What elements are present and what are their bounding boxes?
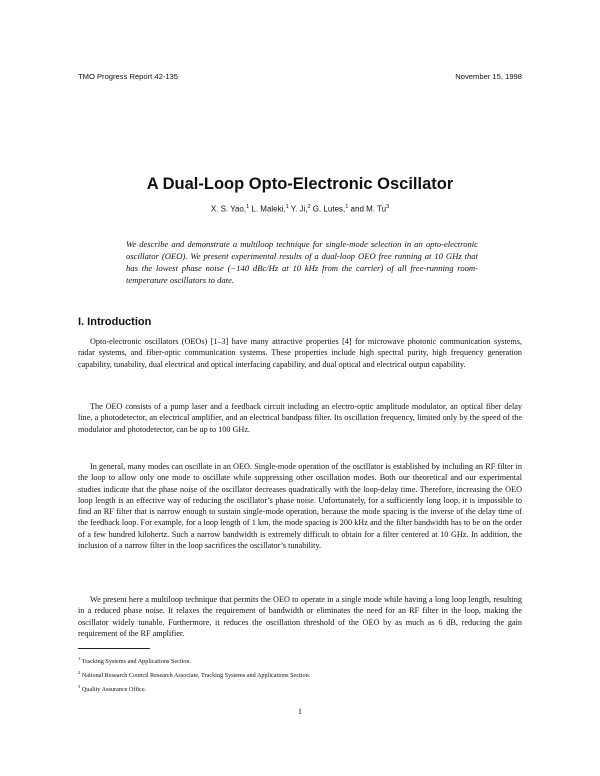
footnote [78,684,146,693]
footnote-mark: 2 [78,670,81,675]
footnote-mark: 3 [78,684,81,689]
affiliation-mark: 1 [345,204,349,210]
author-name: G. Lutes, [310,204,346,214]
section-heading: I. Introduction [78,316,152,328]
author-name: Y. Ji, [288,204,308,214]
affiliation-mark: 2 [307,204,311,210]
report-id: TMO Progress Report 42-135 [78,72,179,81]
footnote-text: National Research Council Research Associate, Tracking Systems and Applications Section. [81,672,311,680]
affiliation-mark: 1 [246,204,250,210]
footnote-mark: 1 [78,656,81,661]
paragraph: We present here a multiloop technique that permits the OEO to operate in a single mode while having a long loop length, resulting in a reduced phase noise. It relaxes the requirement of bandwidth or eliminates the need for an RF filter in the loop, making the oscillator widely tunable. Furthermore, it reduces the oscillation threshold of the OEO by as much as 6 dB, reducing the gain requirement of the RF amplifier. [78,595,522,638]
report-date: November 15, 1998 [455,72,522,81]
author-name: and M. Tu [348,204,387,214]
affiliation-mark: 3 [386,204,390,210]
author-list [0,204,600,214]
paragraph: The OEO consists of a pump laser and a feedback circuit including an electro-optic amplitude modulator, an optical fiber delay line, a photodetector, an electrical amplifier, and an electrical bandpass filter. Its oscillation frequency, limited only by the speed of the modulator and photodetector, can be up to 100 GHz. [78,402,522,434]
page-number: 1 [298,707,302,716]
affiliation-mark: 1 [285,204,289,210]
paragraph: Opto-electronic oscillators (OEOs) [1–3] have many attractive properties [4] for microwave photonic communication systems, radar systems, and fiber-optic communication systems. These properties include high spectral purity, high frequency generation capability, tunability, dual electrical and optical interfacing capability, and dual optical and electrical output capability. [78,337,522,369]
abstract: We describe and demonstrate a multiloop technique for single-mode selection in an opto-electronic oscillator (OEO). We present experimental results of a dual-loop OEO free running at 10 GHz that has the lowest phase noise (−140 dBc/Hz at 10 kHz from the carrier) of all free-running room-temperature oscillators to date. [126,239,478,286]
footnote-text: Quality Assurance Office. [81,686,147,694]
author-name: X. S. Yao, [210,204,247,214]
footnote [78,670,310,679]
footnote-text: Tracking Systems and Applications Section. [81,658,191,666]
paper-title: A Dual-Loop Opto-Electronic Oscillator [146,175,454,193]
footnote [78,656,191,665]
paragraph: In general, many modes can oscillate in an OEO. Single-mode operation of the oscillator is established by including an RF filter in the loop to allow only one mode to oscillate while suppressing other oscillation modes. Both our theoretical and our experimental studies indicate that the phase noise of the oscillator decreases quadratically with the loop-delay time. Therefore, increasing the OEO loop length is an effective way of reducing the oscillator’s phase noise. Unfortunately, for a sufficiently long loop, it is impossible to find an RF filter that is narrow enough to sustain single-mode operation, because the mode spacing is the inverse of the delay time of the feedback loop. For example, for a loop length of 1 km, the mode spacing is 200 kHz and the filter bandwidth has to be on the order of a few hundred kilohertz. Such a narrow bandwidth is extremely difficult to obtain for a filter centered at 10 GHz. In addition, the inclusion of a narrow filter in the loop sacrifices the oscillator’s tunability. [78,462,522,551]
footnote-divider [78,648,150,649]
author-name: L. Maleki, [249,204,286,214]
